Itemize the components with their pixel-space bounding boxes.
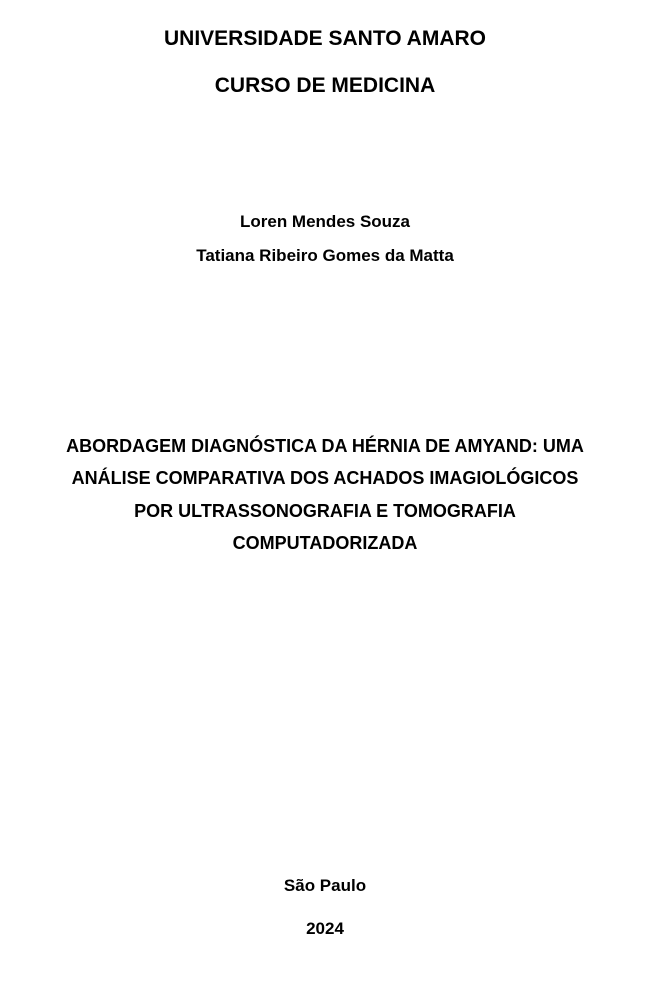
author-name: Tatiana Ribeiro Gomes da Matta <box>196 246 454 265</box>
year: 2024 <box>306 919 344 938</box>
document-title-line: POR ULTRASSONOGRAFIA E TOMOGRAFIA <box>134 501 516 521</box>
city: São Paulo <box>283 876 367 895</box>
document-title-line: COMPUTADORIZADA <box>232 533 418 553</box>
course-name: CURSO DE MEDICINA <box>214 74 436 97</box>
university-name: UNIVERSIDADE SANTO AMARO <box>163 27 487 50</box>
author-name: Loren Mendes Souza <box>239 212 411 231</box>
document-title-line: ABORDAGEM DIAGNÓSTICA DA HÉRNIA DE AMYAND: UMA <box>66 436 584 456</box>
document-title-line: ANÁLISE COMPARATIVA DOS ACHADOS IMAGIOLÓGICOS <box>71 468 579 488</box>
